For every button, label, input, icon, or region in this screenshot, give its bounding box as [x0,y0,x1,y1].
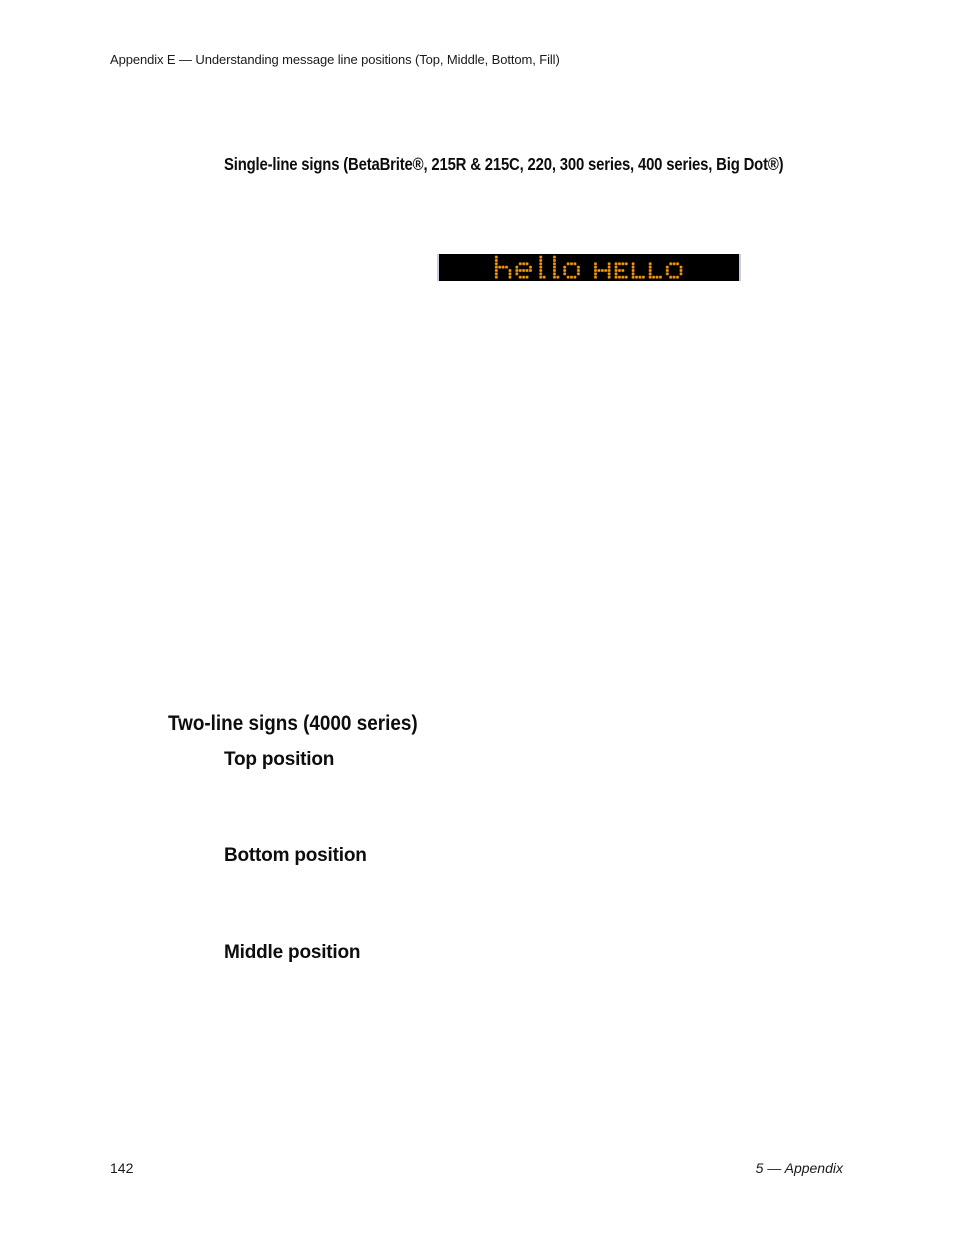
footer-chapter-label: 5 — Appendix [755,1160,843,1176]
section-heading-single-line-signs: Single-line signs (BetaBrite®, 215R & 215C, 220, 300 series, 400 series, Big Dot®) [224,154,784,174]
led-dot-matrix-text [439,254,739,281]
subsection-heading-middle-position: Middle position [224,942,361,963]
section-heading-two-line-signs: Two-line signs (4000 series) [168,712,418,735]
led-sign-display [437,254,741,281]
subsection-heading-bottom-position: Bottom position [224,845,367,866]
footer-page-number: 142 [110,1160,134,1176]
subsection-heading-top-position: Top position [224,749,335,770]
running-header: Appendix E — Understanding message line positions (Top, Middle, Bottom, Fill) [110,52,560,67]
